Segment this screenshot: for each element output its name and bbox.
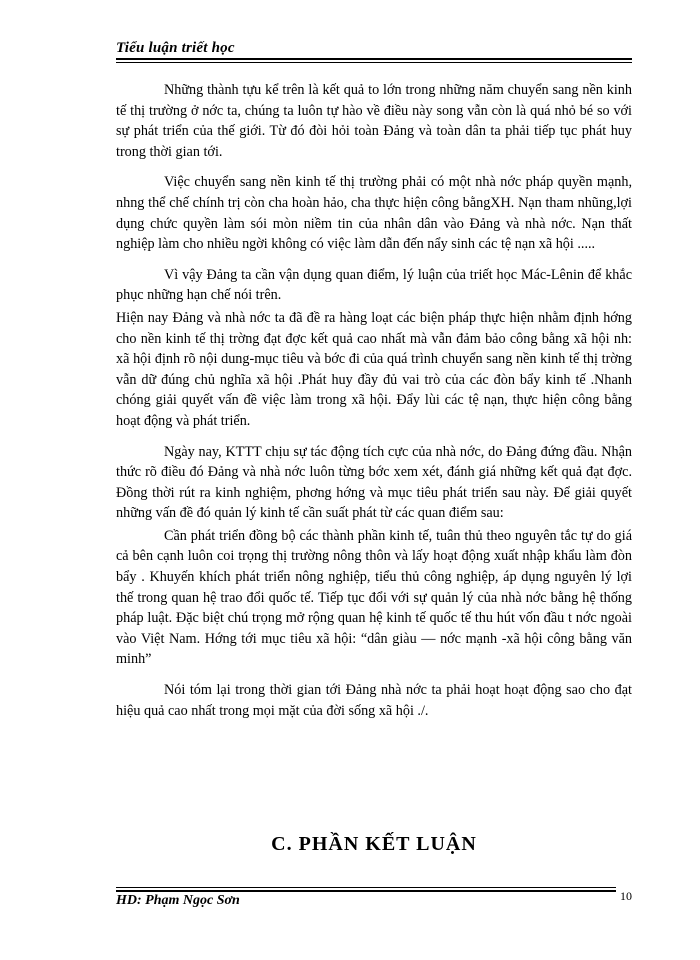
paragraph-development-policy: Cần phát triển đồng bộ các thành phần kinh tế, tuân thủ theo nguyên tắc tự do giá cả bên cạnh luôn coi trọng thị trường nông thôn và lấy hoạt động xuất nhập khẩu làm đòn bẩy . Khuyến khích phát triển nông nghiệp, tiểu thủ công nghiệp, áp dụng nguyên lý lợi thế trong quan hệ trao đổi quốc tế. Tiếp tục đổi với sự quản lý của nhà nớc bằng hệ thống pháp luật. Đặc biệt chú trọng mở rộng quan hệ kinh tế quốc tế thu hút vốn đầu t nớc ngoài vào Việt Nam. Hớng tới mục tiêu xã hội: “dân giàu — nớc mạnh -xã hội công bằng văn minh” — [116, 527, 632, 668]
paragraph-market-transition: Việc chuyển sang nền kinh tế thị trường phải có một nhà nớc pháp quyền mạnh, nhng thể chế chính trị còn cha hoàn hảo, cha thực hiện công bằngXH. Nạn tham nhũng,lợi dụng chức quyền làm sói mòn niềm tin của nhân dân vào Đảng và nhà nớc. Nạn thất nghiệp làm cho nhiều ngời không có việc làm dẫn đến nẩy sinh các tệ nạn xã hội ..... — [116, 174, 632, 253]
paragraph-conclusion-summary: Nói tóm lại trong thời gian tới Đảng nhà nớc ta phải hoạt hoạt động sao cho đạt hiệu quả cao nhất trong mọi mặt của đời sống xã hội ./. — [116, 682, 632, 719]
footer-rule — [116, 890, 616, 892]
paragraph-state-role: Ngày nay, KTTT chịu sự tác động tích cực của nhà nớc, do Đảng đứng đầu. Nhận thức rõ điều đó Đảng và nhà nớc luôn từng bớc xem xét, đánh giá những kết quả đạt đợc. Đồng thời rút ra kinh nghiệm, phơng hớng và mục tiêu phát triển sau này. Để giải quyết những vấn đề đó quản lý kinh tế cần suất phát từ các quan điểm sau: — [116, 443, 632, 522]
paragraph-current-measures: Hiện nay Đảng và nhà nớc ta đã đề ra hàng loạt các biện pháp thực hiện nhằm định hớng cho nền kinh tế thị trờng đạt đợc kết quả cao nhất mà vẫn đảm bảo công bằng xã hội nh: xã hội định rõ nội dung-mục tiêu và bớc đi của quá trình chuyển sang nền kinh tế thị trờng vẫn dữ đúng chủ nghĩa xã hội .Phát huy đầy đủ vai trò của các đòn bẩy kinh tế .Nhanh chóng giải quyết vấn đề việc làm trong xã hội. Đẩy lùi các tệ nạn, thực hiện công bằng hoạt động và phát triển. — [116, 309, 632, 429]
section-heading: C. PHẦN KẾT LUẬN — [271, 833, 477, 855]
paragraph-marxism-application: Vì vậy Đảng ta cần vận dụng quan điểm, lý luận của triết học Mác-Lênin để khắc phục những hạn chế nói trên. — [116, 266, 632, 304]
paragraph-achievements: Những thành tựu kể trên là kết quả to lớn trong những năm chuyển sang nền kinh tế thị trường ở nớc ta, chúng ta luôn tự hào về điều này song vẫn còn là quá nhỏ bé so với sự phát triển của thế giới. Từ đó đòi hỏi toàn Đảng và toàn dân ta phải tiếp tục phát huy trong thời gian tới. — [116, 82, 632, 160]
header-rule — [116, 58, 632, 60]
page-header-title: Tiểu luận triết học — [116, 40, 235, 56]
page-number: 10 — [620, 889, 632, 903]
footer-author: HD: Phạm Ngọc Sơn — [116, 893, 240, 908]
header-rule-thin — [116, 62, 632, 63]
body-text — [116, 70, 632, 721]
footer-rule-thin — [116, 887, 616, 888]
